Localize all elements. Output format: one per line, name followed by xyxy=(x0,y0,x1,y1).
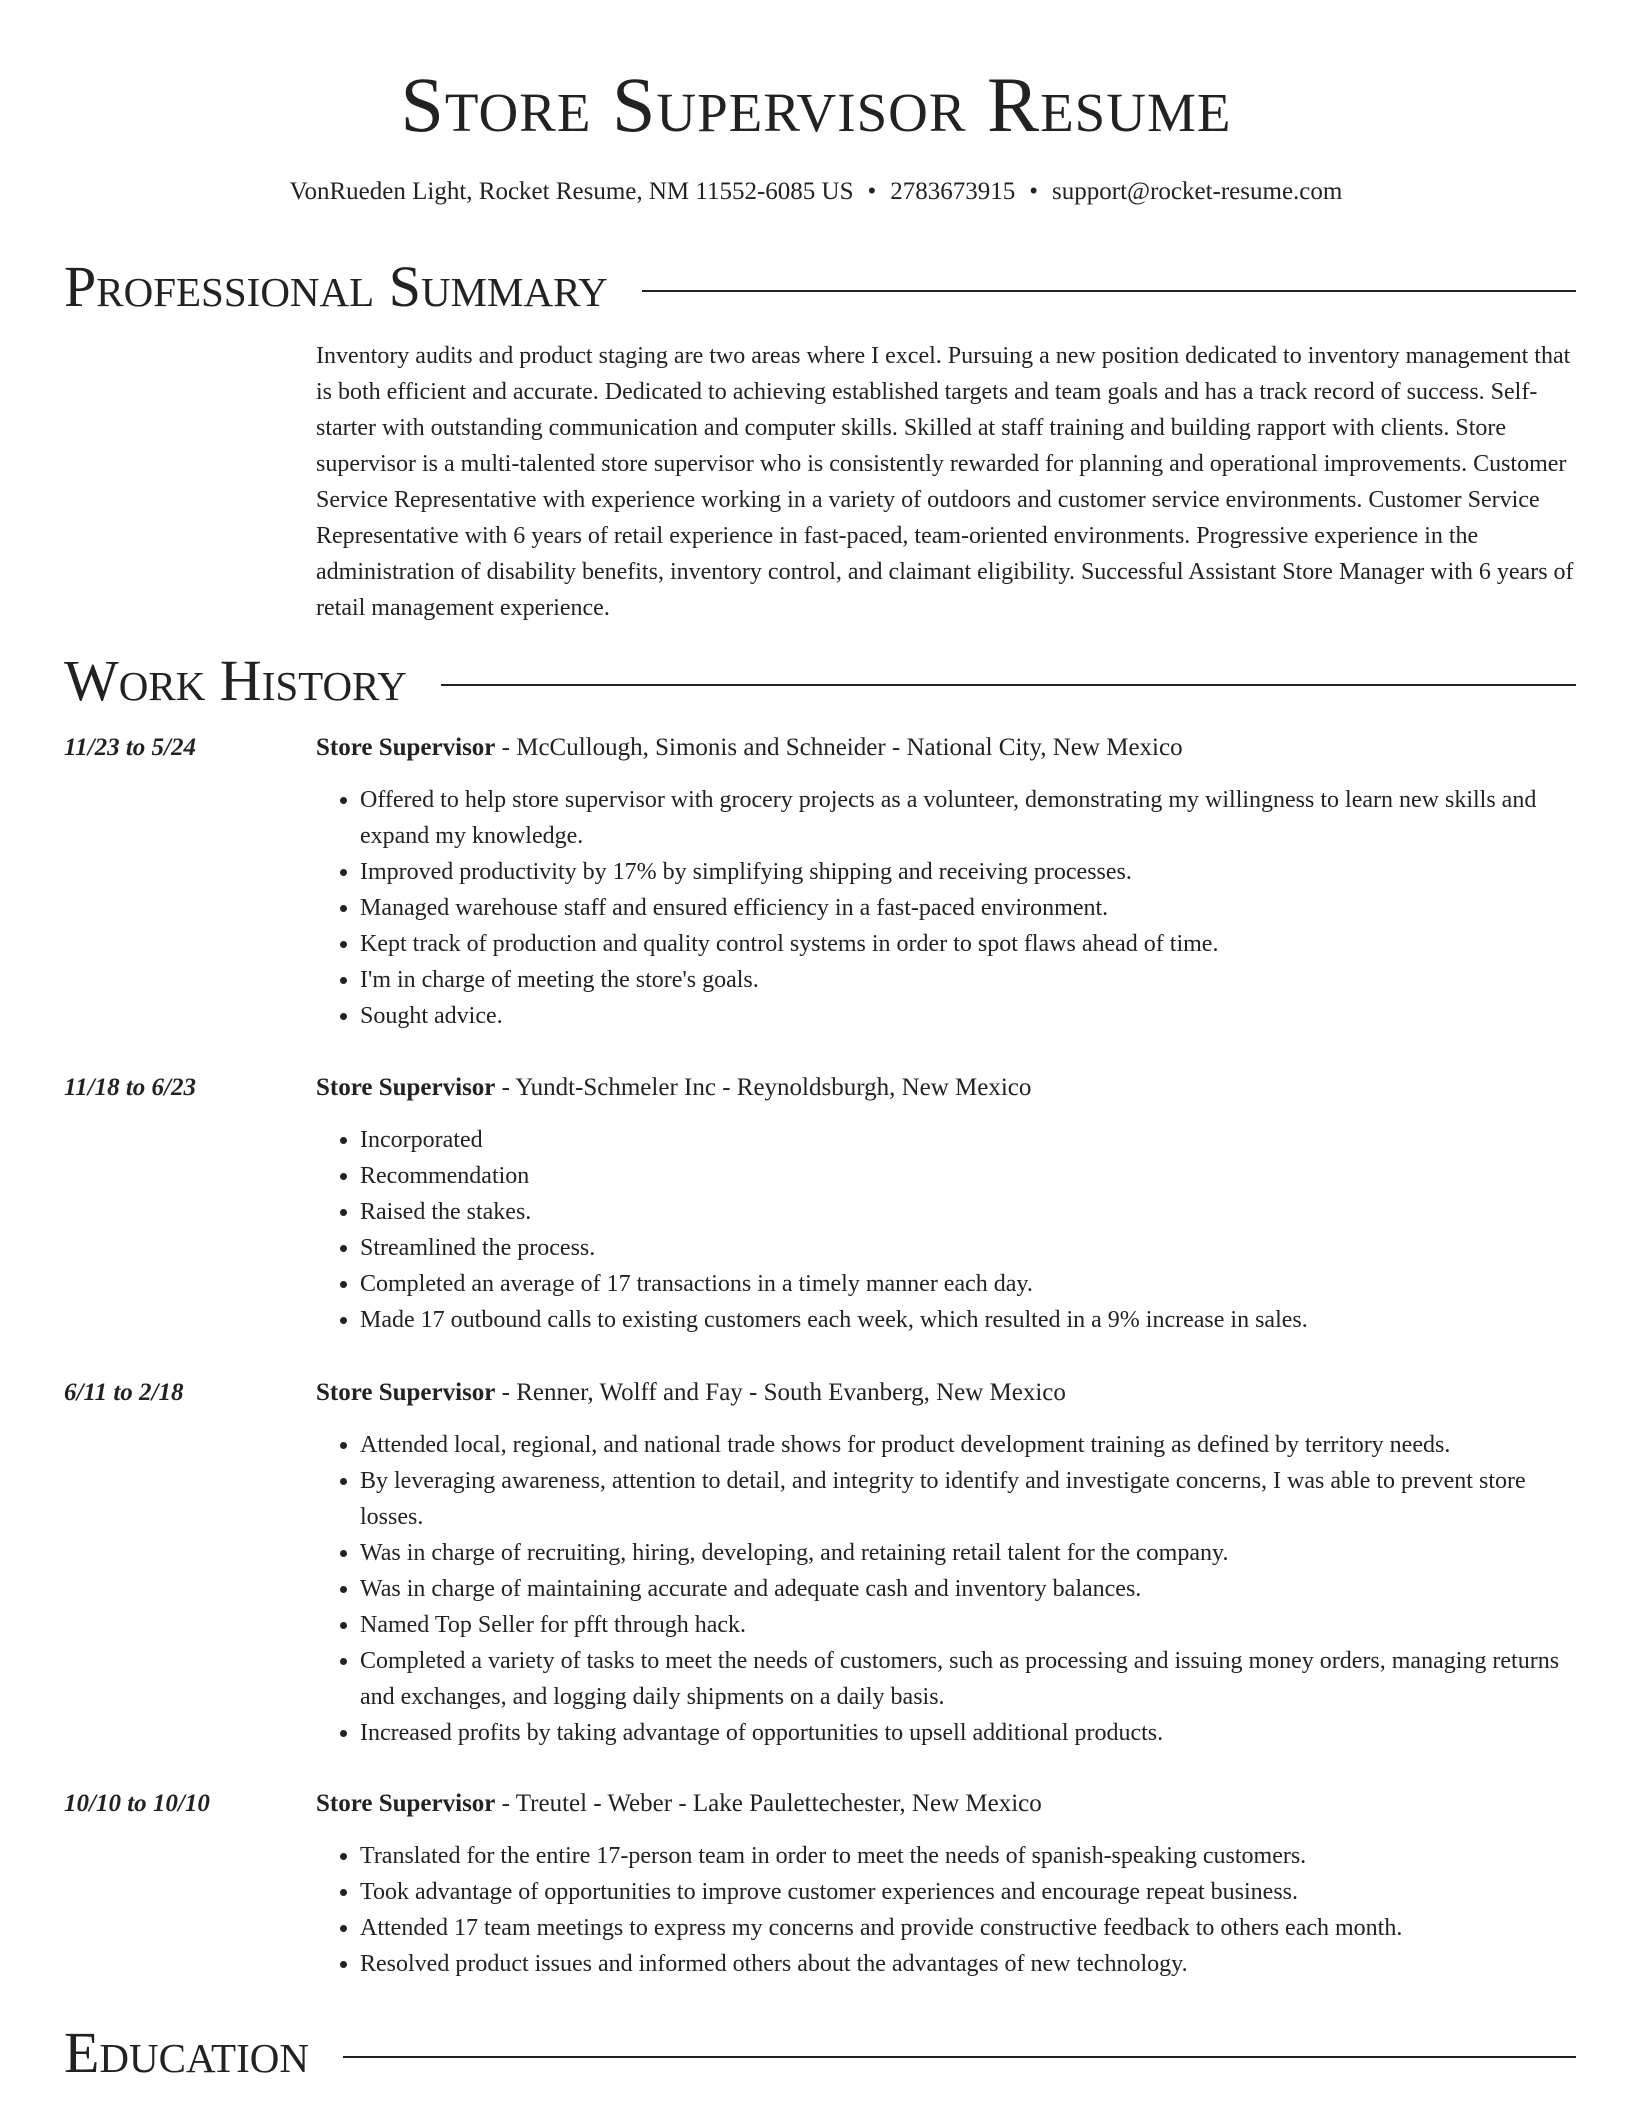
job-bullet: • Named Top Seller for pfft through hack. xyxy=(360,1607,1576,1643)
job-bullet: • Increased profits by taking advantage of opportunities to upsell additional products. xyxy=(360,1715,1576,1751)
job-heading xyxy=(316,1786,1576,1822)
section-title-education: Education xyxy=(64,2020,309,2085)
section-header-work xyxy=(64,648,1576,714)
job-role: Store Supervisor xyxy=(316,734,496,761)
contact-email: support@rocket-resume.com xyxy=(1052,178,1343,205)
job-bullet: • Raised the stakes. xyxy=(360,1194,1576,1230)
resume-title: Store Supervisor Resume xyxy=(400,61,1232,148)
job-bullet: • Resolved product issues and informed others about the advantages of new technology. xyxy=(360,1946,1576,1982)
job-bullet: • Was in charge of maintaining accurate and adequate cash and inventory balances. xyxy=(360,1571,1576,1607)
job-dates: 11/23 to 5/24 xyxy=(64,734,196,761)
job-details: - Yundt-Schmeler Inc - Reynoldsburgh, New Mexico xyxy=(495,1074,1032,1101)
contact-separator: • xyxy=(1029,178,1039,205)
job-bullet: • I'm in charge of meeting the store's goals. xyxy=(360,962,1576,998)
job-bullet: • Was in charge of recruiting, hiring, developing, and retaining retail talent for the company. xyxy=(360,1535,1576,1571)
summary-text: Inventory audits and product staging are two areas where I excel. Pursuing a new position dedicated to inventory management that is both efficient and accurate. Dedicated to achieving established targets and team goals and has a track record of success. Self-starter with outstanding communication and computer skills. Skilled at staff training and building rapport with clients. Store supervisor is a multi-talented store supervisor who is consistently rewarded for planning and operational improvements. Customer Service Representative with experience working in a variety of outdoors and customer service environments. Customer Service Representative with 6 years of retail experience in fast-paced, team-oriented environments. Progressive experience in the administration of disability benefits, inventory control, and claimant eligibility. Successful Assistant Store Manager with 6 years of retail management experience. xyxy=(316,343,1574,621)
job-bullets xyxy=(316,782,1576,1034)
section-rule xyxy=(441,684,1576,686)
job-bullets xyxy=(316,1427,1576,1751)
job-dates: 11/18 to 6/23 xyxy=(64,1074,196,1101)
job-heading xyxy=(316,1375,1576,1411)
section-header-summary xyxy=(64,254,1576,320)
job-bullet: • Completed a variety of tasks to meet the needs of customers, such as processing and issuing money orders, managing returns and exchanges, and logging daily shipments on a daily basis. xyxy=(360,1643,1576,1715)
section-rule xyxy=(343,2056,1576,2058)
contact-address: VonRueden Light, Rocket Resume, NM 11552-6085 US xyxy=(289,178,854,205)
job-bullet: • Attended local, regional, and national trade shows for product development training as defined by territory needs. xyxy=(360,1427,1576,1463)
job-bullet: • Recommendation xyxy=(360,1158,1576,1194)
contact-separator: • xyxy=(867,178,877,205)
section-rule xyxy=(642,290,1576,292)
job-heading xyxy=(316,730,1576,766)
job-bullet: • Offered to help store supervisor with grocery projects as a volunteer, demonstrating my willingness to learn new skills and expand my knowledge. xyxy=(360,782,1576,854)
job-dates: 10/10 to 10/10 xyxy=(64,1790,210,1817)
job-bullet: • Translated for the entire 17-person team in order to meet the needs of spanish-speaking customers. xyxy=(360,1838,1576,1874)
job-bullet: • Incorporated xyxy=(360,1122,1576,1158)
job-bullet: • Improved productivity by 17% by simplifying shipping and receiving processes. xyxy=(360,854,1576,890)
job-role: Store Supervisor xyxy=(316,1379,496,1406)
job-role: Store Supervisor xyxy=(316,1074,496,1101)
job-role: Store Supervisor xyxy=(316,1790,496,1817)
section-title-summary: Professional Summary xyxy=(64,254,608,319)
job-bullets xyxy=(316,1838,1576,1982)
job-bullet: • Managed warehouse staff and ensured efficiency in a fast-paced environment. xyxy=(360,890,1576,926)
job-bullet: • Made 17 outbound calls to existing customers each week, which resulted in a 9% increase in sales. xyxy=(360,1302,1576,1338)
job-bullet: • Kept track of production and quality control systems in order to spot flaws ahead of time. xyxy=(360,926,1576,962)
job-details: - Treutel - Weber - Lake Paulettechester, New Mexico xyxy=(495,1790,1042,1817)
job-bullets xyxy=(316,1122,1576,1338)
job-bullet: • Sought advice. xyxy=(360,998,1576,1034)
job-heading xyxy=(316,1070,1576,1106)
job-dates: 6/11 to 2/18 xyxy=(64,1379,184,1406)
section-title-work: Work History xyxy=(64,648,407,713)
job-bullet: • Took advantage of opportunities to improve customer experiences and encourage repeat business. xyxy=(360,1874,1576,1910)
job-details: - Renner, Wolff and Fay - South Evanberg, New Mexico xyxy=(495,1379,1066,1406)
job-bullet: • Completed an average of 17 transactions in a timely manner each day. xyxy=(360,1266,1576,1302)
job-bullet: • By leveraging awareness, attention to detail, and integrity to identify and investigate concerns, I was able to prevent store losses. xyxy=(360,1463,1576,1535)
job-bullet: • Attended 17 team meetings to express my concerns and provide constructive feedback to others each month. xyxy=(360,1910,1576,1946)
section-header-education xyxy=(64,2020,1576,2086)
job-details: - McCullough, Simonis and Schneider - National City, New Mexico xyxy=(495,734,1183,761)
contact-phone: 2783673915 xyxy=(890,178,1016,205)
contact-line xyxy=(0,176,1632,208)
job-bullet: • Streamlined the process. xyxy=(360,1230,1576,1266)
